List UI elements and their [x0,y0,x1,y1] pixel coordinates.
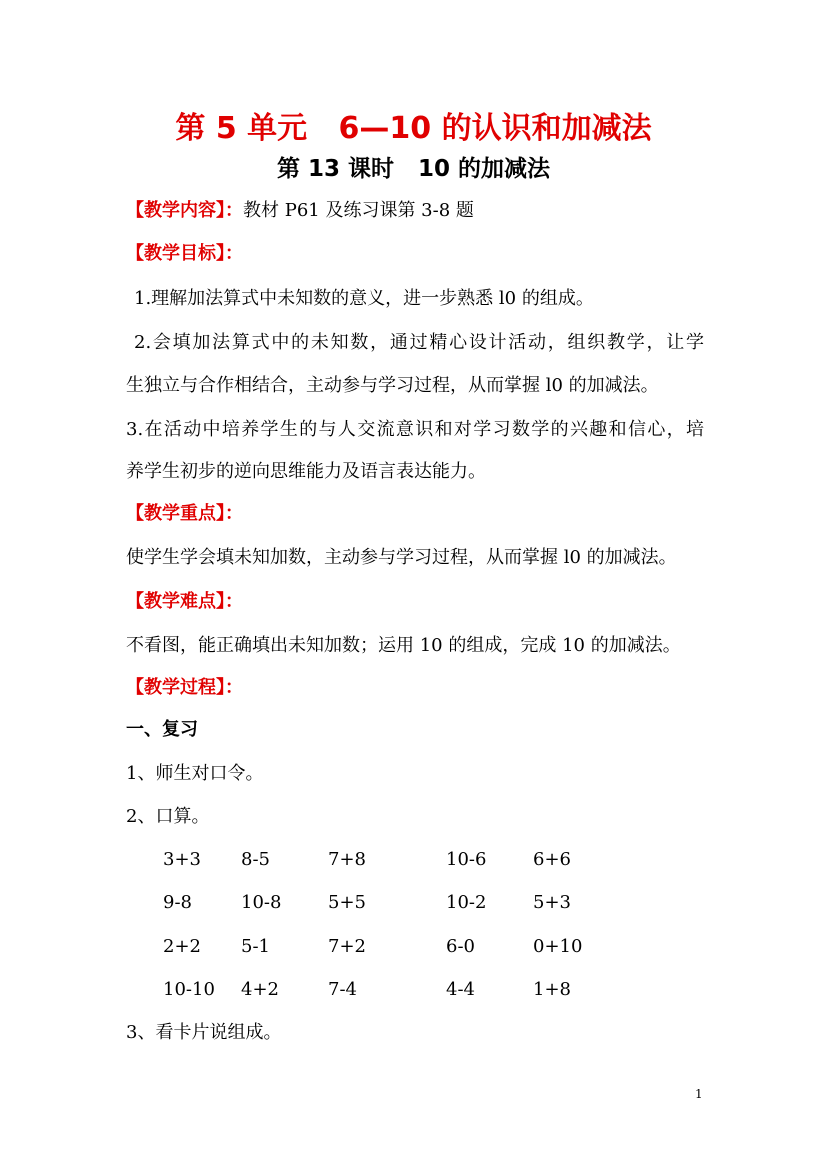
page-number: 1 [695,1087,703,1101]
goal-item-3: 3.在活动中培养学生的与人交流意识和对学习数学的兴趣和信心，培 [126,419,704,440]
calc-item: 6-0 [446,936,475,957]
calc-item: 7+8 [328,849,366,870]
calc-item: 0+10 [533,936,583,957]
calc-row [163,935,613,959]
calc-item: 10-10 [163,979,215,1000]
step-2: 2、口算。 [126,806,210,827]
lesson-subtitle: 第 13 课时 10 的加减法 [276,156,551,182]
difficulty-text: 不看图，能正确填出未知加数；运用 10 的组成，完成 10 的加减法。 [126,635,681,656]
calc-item: 1+8 [533,979,571,1000]
process-label: 【教学过程】： [126,677,243,698]
key-point-text: 使学生学会填未知加数，主动参与学习过程，从而掌握 l0 的加减法。 [126,547,677,568]
goal-item-2-cont: 生独立与合作相结合，主动参与学习过程，从而掌握 l0 的加减法。 [126,375,659,396]
unit-title: 第 5 单元 6—10 的认识和加减法 [175,111,652,146]
calc-item: 10-6 [446,849,487,870]
step-1: 1、师生对口令。 [126,763,264,784]
calc-item: 5-1 [241,936,270,957]
calc-item: 10-8 [241,892,282,913]
goal-item-3-cont: 养学生初步的逆向思维能力及语言表达能力。 [126,461,486,482]
content-line [126,199,474,223]
key-point-label: 【教学重点】： [126,503,243,524]
calc-item: 5+3 [533,892,571,913]
section-review-heading: 一、复习 [126,719,198,740]
calc-row [163,978,613,1002]
calc-item: 7-4 [328,979,357,1000]
difficulty-label: 【教学难点】： [126,591,243,612]
calc-item: 6+6 [533,849,571,870]
calc-item: 2+2 [163,936,201,957]
calc-item: 4-4 [446,979,475,1000]
calc-item: 10-2 [446,892,487,913]
calc-row [163,848,613,872]
calc-item: 9-8 [163,892,192,913]
calc-item: 5+5 [328,892,366,913]
content-text: 教材 P61 及练习课第 3-8 题 [243,200,474,221]
goal-item-2: 2.会填加法算式中的未知数，通过精心设计活动，组织教学，让学 [134,332,704,353]
calc-item: 3+3 [163,849,201,870]
content-label: 【教学内容】： [126,200,243,221]
calc-item: 4+2 [241,979,279,1000]
calc-item: 7+2 [328,936,366,957]
calc-row [163,891,613,915]
goal-item-1: 1.理解加法算式中未知数的意义，进一步熟悉 l0 的组成。 [134,288,594,309]
step-3: 3、看卡片说组成。 [126,1022,282,1043]
calc-item: 8-5 [241,849,270,870]
goals-label: 【教学目标】： [126,243,243,264]
